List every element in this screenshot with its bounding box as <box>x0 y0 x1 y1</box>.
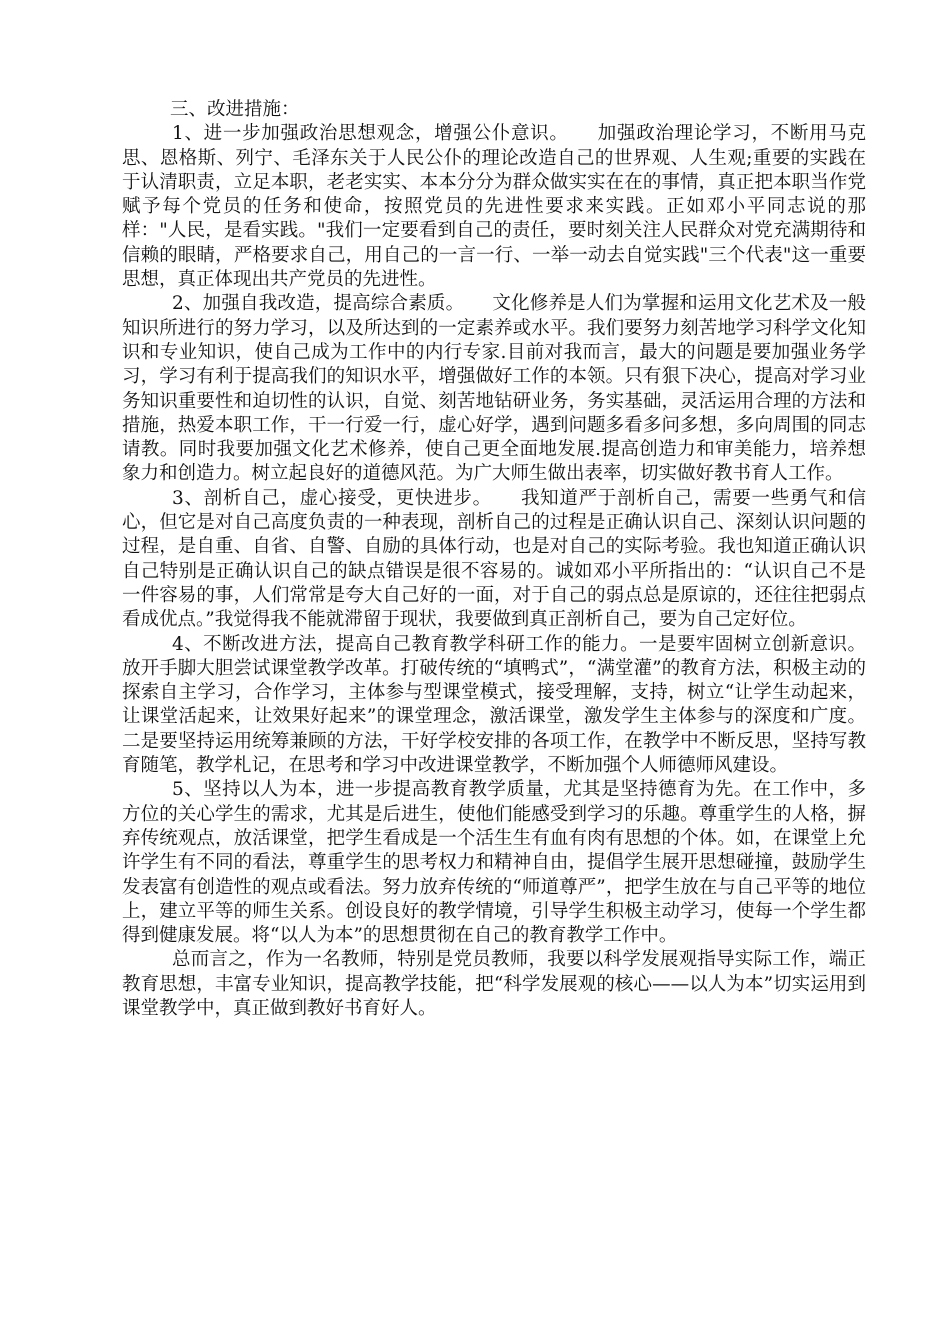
paragraph-5: 5、坚持以人为本，进一步提高教育教学质量，尤其是坚持德育为先。在工作中，多方位的关心学生的需求，尤其是后进生，使他们能感受到学习的乐趣。尊重学生的人格，摒弃传统观点，放活课堂，把学生看成是一个活生生有血有肉有思想的个体。如，在课堂上允许学生有不同的看法，尊重学生的思考权力和精神自由，提倡学生展开思想碰撞，鼓励学生发表富有创造性的观点或看法。努力放弃传统的“师道尊严”，把学生放在与自己平等的地位上，建立平等的师生关系。创设良好的教学情境，引导学生积极主动学习，使每一个学生都得到健康发展。将“以人为本”的思想贯彻在自己的教育教学工作中。 <box>122 779 866 947</box>
paragraph-conclusion: 总而言之，作为一名教师，特别是党员教师，我要以科学发展观指导实际工作，端正教育思想，丰富专业知识，提高教学技能，把“科学发展观的核心——以人为本”切实运用到课堂教学中，真正做到教好书育好人。 <box>122 949 866 1019</box>
document-body <box>122 98 866 1021</box>
paragraph-2: 2、加强自我改造，提高综合素质。 文化修养是人们为掌握和运用文化艺术及一般知识所进行的努力学习，以及所达到的一定素养或水平。我们要努力刻苦地学习科学文化知识和专业知识，使自己成为工作中的内行专家.目前对我而言，最大的问题是要加强业务学习，学习有利于提高我们的知识水平，增强做好工作的本领。只有狠下决心，提高对学习业务知识重要性和迫切性的认识，自觉、刻苦地钻研业务，务实基础，灵活运用合理的方法和措施，热爱本职工作，干一行爱一行，虚心好学，遇到问题多看多问多想，多向周围的同志请教。同时我要加强文化艺术修养，使自己更全面地发展.提高创造力和审美能力，培养想象力和创造力。树立起良好的道德风范。为广大师生做出表率，切实做好教书育人工作。 <box>122 293 866 485</box>
paragraph-4: 4、不断改进方法，提高自己教育教学科研工作的能力。一是要牢固树立创新意识。放开手脚大胆尝试课堂教学改革。打破传统的“填鸭式”，“满堂灌”的教育方法，积极主动的探索自主学习，合作学习，主体参与型课堂模式，接受理解，支持，树立“让学生动起来，让课堂活起来，让效果好起来”的课堂理念，激活课堂，激发学生主体参与的深度和广度。二是要坚持运用统筹兼顾的方法，干好学校安排的各项工作，在教学中不断反思，坚持写教育随笔，教学札记，在思考和学习中改进课堂教学，不断加强个人师德师风建设。 <box>122 633 866 777</box>
section-heading: 三、改进措施： <box>170 99 300 120</box>
paragraph-1: 1、进一步加强政治思想观念，增强公仆意识。 加强政治理论学习，不断用马克思、恩格斯、列宁、毛泽东关于人民公仆的理论改造自己的世界观、人生观;重要的实践在于认清职责，立足本职，老老实实、本本分分为群众做实实在在的事情，真正把本职当作党赋予每个党员的任务和使命，按照党员的先进性要求来实践。正如邓小平同志说的那样："人民，是看实践。"我们一定要看到自己的责任，要时刻关注人民群众对党充满期待和信赖的眼睛，严格要求自己，用自己的一言一行、一举一动去自觉实践"三个代表"这一重要思想，真正体现出共产党员的先进性。 <box>122 123 866 291</box>
paragraph-3: 3、剖析自己，虚心接受，更快进步。 我知道严于剖析自己，需要一些勇气和信心，但它是对自己高度负责的一种表现，剖析自己的过程是正确认识自己、深刻认识问题的过程，是自重、自省、自警、自励的具体行动，也是对自己的实际考验。我也知道正确认识自己特别是正确认识自己的缺点错误是很不容易的。诚如邓小平所指出的：“认识自己不是一件容易的事，人们常常是夸大自己好的一面，对于自己的弱点总是原谅的，还往往把弱点看成优点。”我觉得我不能就滞留于现状，我要做到真正剖析自己，要为自己定好位。 <box>122 487 866 631</box>
